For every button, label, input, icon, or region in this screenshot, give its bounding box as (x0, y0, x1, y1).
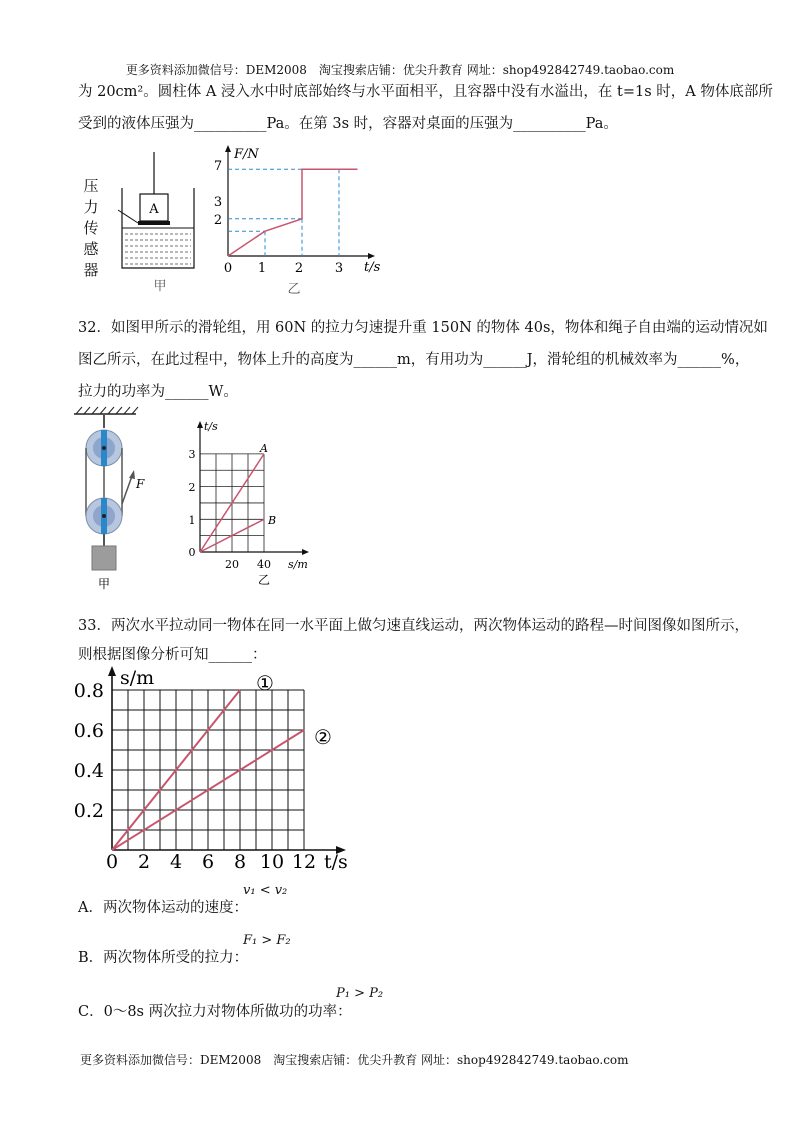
option-a-formula: v₁ < v₂ (243, 883, 288, 898)
y-axis-label: t/s (204, 420, 218, 433)
movable-pulley-axle (102, 514, 106, 518)
y-tick-3: 3 (188, 448, 196, 461)
y-tick-7: 7 (213, 159, 223, 174)
series-2-label: ② (314, 725, 332, 749)
x-ticks (106, 851, 316, 873)
y-tick-3: 3 (213, 195, 223, 210)
y-arrow (108, 666, 116, 676)
q31-line-1: 为 20cm²。圆柱体 A 浸入水中时底部始终与水平面相平，且容器中没有水溢出，在 t=1s 时，A 物体底部所 (78, 84, 773, 100)
x-axis-label: t/s (364, 260, 381, 275)
y-tick: 0.4 (73, 760, 104, 782)
page-header: 更多资料添加微信号：DEM2008 淘宝搜索店铺：优尖升教育 网址：shop492842749.taobao.com (125, 63, 675, 77)
series-a-label: A (260, 442, 268, 455)
sensor-pointer (118, 210, 138, 223)
fig-jia-label: 甲 (153, 279, 167, 294)
x-tick-0: 0 (223, 261, 233, 276)
sensor-plate (138, 221, 170, 225)
y-axis-label: F/N (234, 147, 259, 162)
force-series (228, 169, 358, 256)
x-tick-40: 40 (257, 558, 271, 571)
guide-lines (228, 169, 339, 256)
x-tick: 8 (233, 851, 247, 873)
y-tick: 0.8 (73, 680, 104, 702)
fig-yi-label: 乙 (257, 573, 271, 587)
q31-line-2: 受到的液体压强为__________Pa。在第 3s 时，容器对桌面的压强为__________Pa。 (78, 116, 618, 132)
q33-chart (68, 664, 368, 874)
x-tick: 6 (201, 851, 215, 873)
y-ticks (74, 680, 104, 822)
x-arrow (302, 549, 309, 555)
q32-chart-yi (180, 418, 330, 590)
page-footer: 更多资料添加微信号：DEM2008 淘宝搜索店铺：优尖升教育 网址：shop492842749.taobao.com (80, 1053, 629, 1067)
x-axis-label: s/m (288, 558, 308, 571)
x-arrow (368, 253, 375, 259)
q33-line-1: 33．两次水平拉动同一物体在同一水平面上做匀速直线运动，两次物体运动的路程—时间图像如图所示， (78, 618, 749, 634)
q32-line-1: 32．如图甲所示的滑轮组，用 60N 的拉力匀速提升重 150N 的物体 40s，物体和绳子自由端的运动情况如 (78, 320, 768, 336)
x-tick: 2 (137, 851, 151, 873)
x-tick: 0 (105, 851, 119, 873)
fig-yi-label: 乙 (287, 282, 301, 297)
grid (112, 690, 304, 850)
x-tick-20: 20 (225, 558, 239, 571)
q32-line-2: 图乙所示，在此过程中，物体上升的高度为______m，有用功为______J，滑轮组的机械效率为______%， (78, 352, 750, 368)
y-tick: 0.2 (73, 800, 104, 822)
q33-line-2: 则根据图像分析可知______： (78, 647, 267, 663)
rope-free-end (122, 476, 132, 504)
y-tick-1: 1 (188, 514, 196, 527)
y-tick-2: 2 (213, 213, 223, 228)
q31-chart-yi (212, 140, 387, 300)
ceiling-hatch (76, 407, 138, 414)
q32-fig-jia (72, 404, 162, 594)
x-tick: 10 (259, 851, 285, 873)
y-arrow (225, 145, 231, 152)
y-tick-2: 2 (188, 481, 196, 494)
x-tick: 12 (291, 851, 317, 873)
option-b: B．两次物体所受的拉力： (78, 950, 249, 966)
y-tick: 0.6 (73, 720, 104, 742)
option-a: A．两次物体运动的速度： (78, 900, 248, 916)
q32-line-3: 拉力的功率为______W。 (78, 384, 238, 400)
x-tick: 4 (169, 851, 183, 873)
series-1-label: ① (256, 671, 274, 695)
x-tick-1: 1 (257, 261, 267, 276)
y-arrow (197, 421, 203, 428)
force-arrow (129, 470, 135, 479)
sensor-label: 压 力 传 感 器 (83, 177, 99, 279)
weight (92, 546, 116, 570)
y-tick-0: 0 (188, 546, 196, 559)
fig-jia-label: 甲 (97, 577, 111, 591)
option-c: C．0～8s 两次拉力对物体所做功的功率： (78, 1004, 352, 1020)
x-axis-label: t/s (324, 851, 348, 873)
x-tick-3: 3 (334, 261, 344, 276)
block-a-label: A (149, 202, 159, 217)
water (125, 234, 191, 264)
y-axis-label: s/m (120, 667, 155, 689)
series-b-label: B (268, 514, 277, 527)
fixed-pulley-axle (102, 446, 106, 450)
option-c-formula: P₁ > P₂ (336, 986, 384, 1001)
force-label: F (136, 477, 145, 491)
option-b-formula: F₁ > F₂ (243, 933, 291, 948)
x-tick-2: 2 (294, 261, 304, 276)
